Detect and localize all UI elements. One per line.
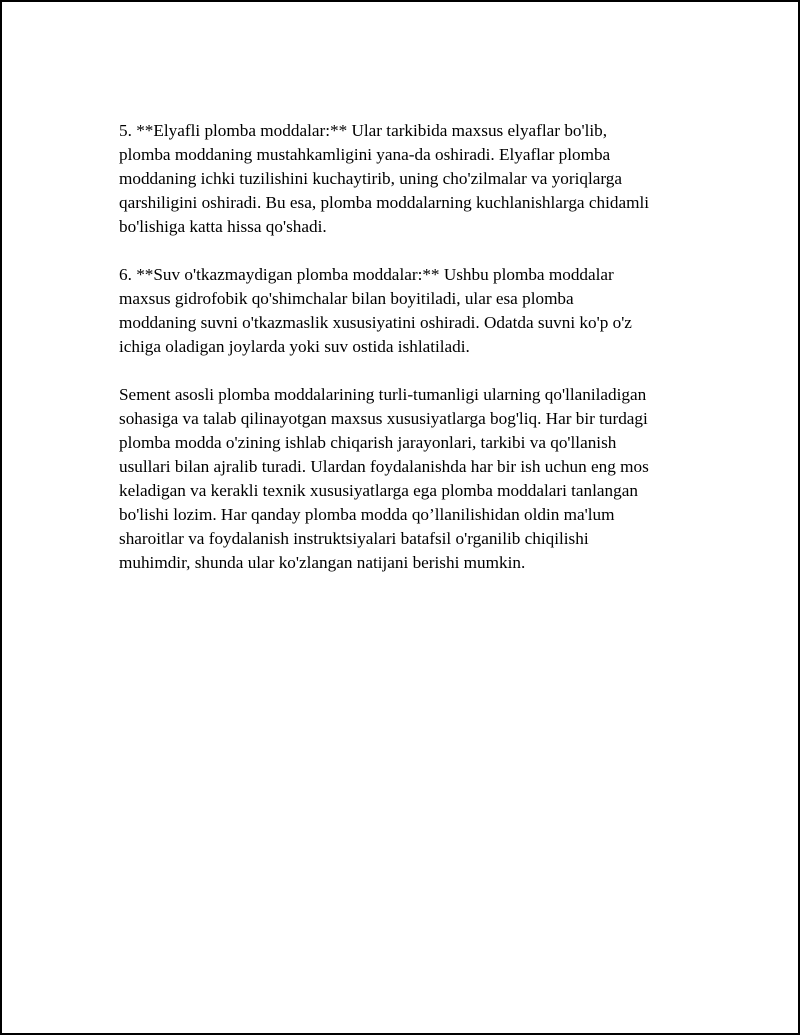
paragraph-sement-asosli: Sement asosli plomba moddalarining turli-tumanligi ularning qo'llaniladigan sohasiga va talab qilinayotgan maxsus xususiyatlarga bog'liq. Har bir turdagi plomba modda o'zining ishlab chiqarish jarayonlari, tarkibi va qo'llanish usullari bilan ajralib turadi. Ulardan foydalanishda har bir ish uchun eng mos keladigan va kerakli texnik xususiyatlarga ega plomba moddalari tanlangan bo'lishi lozim. Har qanday plomba modda qo’llanilishidan oldin ma'lum sharoitlar va foydalanish instruktsiyalari batafsil o'rganilib chiqilishi muhimdir, shunda ular ko'zlangan natijani berishi mumkin. [119,385,649,572]
paragraph-elyafli-plomba: 5. **Elyafli plomba moddalar:** Ular tarkibida maxsus elyaflar bo'lib, plomba moddaning mustahkamligini yana-da oshiradi. Elyaflar plomba moddaning ichki tuzilishini kuchaytirib, uning cho'zilmalar va yoriqlarga qarshiligini oshiradi. Bu esa, plomba moddalarning kuchlanishlarga chidamli bo'lishiga katta hissa qo'shadi. [119,121,650,236]
paragraph-suv-otkazmaydigan: 6. **Suv o'tkazmaydigan plomba moddalar:** Ushbu plomba moddalar maxsus gidrofobik qo'shimchalar bilan boyitiladi, ular esa plomba moddaning suvni o'tkazmaslik xususiyatini oshiradi. Odatda suvni ko'p o'z ichiga oladigan joylarda yoki suv ostida ishlatiladi. [119,265,632,356]
document-body [119,119,699,599]
